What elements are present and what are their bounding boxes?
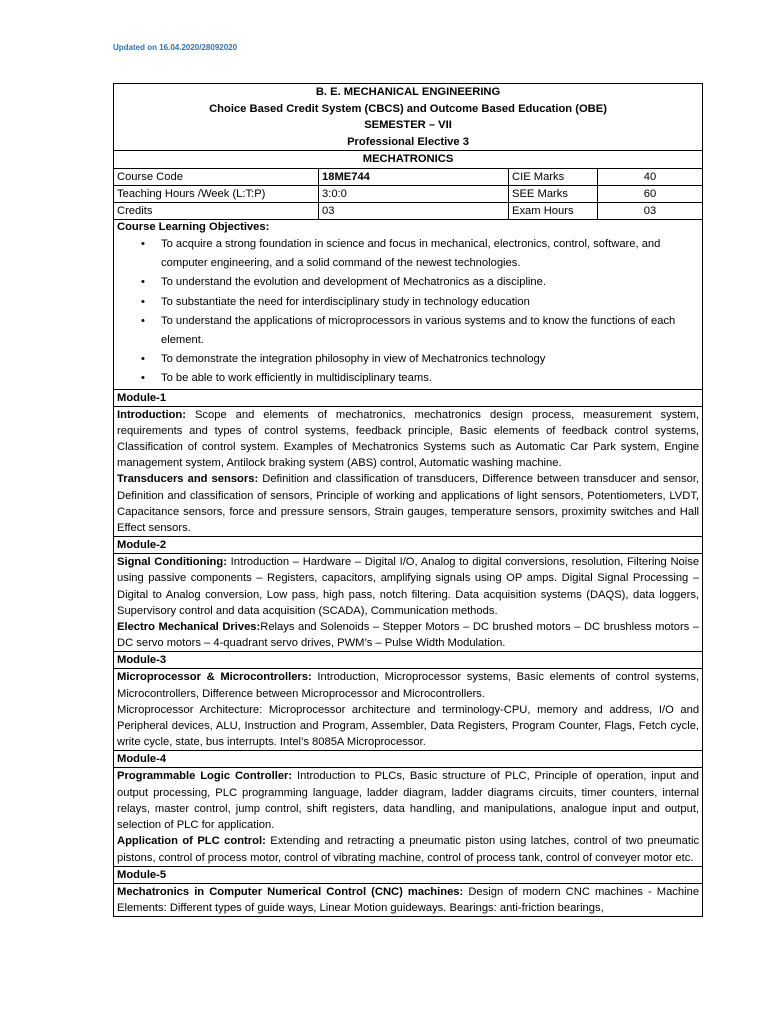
program-header	[114, 84, 703, 151]
module-body-row	[114, 669, 703, 751]
objective-item: • To be able to work efficiently in multidisciplinary teams.	[161, 369, 699, 388]
topic-heading: Mechatronics in Computer Numerical Control (CNC) machines:	[117, 885, 464, 898]
module-body-row	[114, 406, 703, 537]
objective-item: • To understand the applications of microprocessors in various systems and to know the functions of each element.	[161, 312, 699, 350]
updated-note: Updated on 16.04.2020/28092020	[113, 43, 238, 52]
module-paragraph	[117, 884, 699, 916]
info-label-2: Exam Hours	[509, 202, 598, 219]
module-2-body	[114, 554, 703, 652]
module-title-row	[114, 537, 703, 554]
info-value-2: 60	[598, 185, 703, 202]
module-3-title: Module-3	[114, 652, 703, 669]
module-body-row	[114, 768, 703, 866]
topic-text: Definition and classification of transducers, Difference between transducer and sensor, Definition and classification of sensors, Principle of working and applications of light sensors, Potentiometers, LVDT, Capacitance sensors, force and pressure sensors, Strain gauges, temperature sensors, proximity switches and Hall Effect sensors.	[117, 473, 700, 535]
course-info-row	[114, 202, 703, 219]
topic-text: Microprocessor Architecture: Microprocessor architecture and terminology-CPU, memory and address, I/O and Peripheral devices, ALU, Instruction and Program, Assembler, Data Registers, Program Counter, Flags, Fetch cycle, write cycle, state, bus interrupts. Intel’s 8085A Microprocessor.	[117, 703, 700, 749]
info-label: Course Code	[114, 168, 319, 185]
course-title: MECHATRONICS	[114, 151, 703, 169]
info-label: Credits	[114, 202, 319, 219]
info-value: 18ME744	[319, 168, 509, 185]
info-value: 03	[319, 202, 509, 219]
scheme-name: Choice Based Credit System (CBCS) and Outcome Based Education (OBE)	[209, 102, 607, 115]
objective-item: • To demonstrate the integration philosophy in view of Mechatronics technology	[161, 350, 699, 369]
module-paragraph	[117, 619, 699, 651]
objectives-title: Course Learning Objectives:	[117, 220, 270, 233]
module-title-row	[114, 652, 703, 669]
module-5-body	[114, 883, 703, 916]
module-3-body	[114, 669, 703, 751]
topic-text: Introduction – Hardware – Digital I/O, Analog to digital conversions, resolution, Filtering Noise using passive components – Registers, capacitors, amplifying signals using OP amps. Digital Signal Processing – Digital to Analog conversion, Low pass, high pass, notch filtering. Data acquisition systems (DAQS), data loggers, Supervisory control and data acquisition (SCADA), Communication methods.	[117, 556, 700, 617]
objectives-cell	[114, 219, 703, 389]
info-label: Teaching Hours /Week (L:T:P)	[114, 185, 319, 202]
module-paragraph	[117, 702, 699, 751]
topic-text: Relays and Solenoids – Stepper Motors – DC brushed motors – DC brushless motors – DC servo motors – 4-quadrant servo drives, PWM’s – Pulse Width Modulation.	[117, 621, 700, 650]
topic-text: Introduction to PLCs, Basic structure of PLC, Principle of operation, input and output processing, PLC programming language, ladder diagram, ladder diagrams circuits, timer counters, internal relays, master control, jump control, shift registers, data handling, and manipulations, analogue input and output, selection of PLC for application.	[117, 770, 700, 832]
syllabus-table	[113, 83, 703, 917]
topic-heading: Programmable Logic Controller:	[117, 770, 293, 783]
module-body-row	[114, 554, 703, 652]
info-value-2: 03	[598, 202, 703, 219]
semester-label: SEMESTER – VII	[364, 119, 452, 131]
module-paragraph	[117, 554, 699, 619]
module-paragraph	[117, 407, 699, 472]
objective-item: • To substantiate the need for interdisciplinary study in technology education	[161, 293, 699, 312]
course-info-row	[114, 185, 703, 202]
topic-text: Introduction, Microprocessor systems, Basic elements of control systems, Microcontrollers, Difference between Microprocessor and Microcontrollers.	[117, 671, 700, 700]
program-header-row	[114, 84, 703, 151]
topic-heading: Transducers and sensors:	[117, 473, 259, 486]
course-title-row	[114, 151, 703, 169]
objective-item: • To acquire a strong foundation in science and focus in mechanical, electronics, control, software, and computer engineering, and a solid command of the newest technologies.	[161, 235, 699, 273]
topic-text: Extending and retracting a pneumatic piston using latches, control of two pneumatic pistons, control of process motor, control of vibrating machine, control of process tank, control of conveyer motor etc.	[117, 835, 700, 864]
module-paragraph	[117, 669, 699, 701]
module-paragraph	[117, 471, 699, 536]
topic-text: Design of modern CNC machines - Machine Elements: Different types of guide ways, Linear Motion guideways. Bearings: anti-friction bearings,	[117, 885, 700, 914]
module-4-title: Module-4	[114, 751, 703, 768]
program-name: B. E. MECHANICAL ENGINEERING	[315, 86, 501, 98]
info-label-2: SEE Marks	[509, 185, 598, 202]
course-info-row	[114, 168, 703, 185]
module-paragraph	[117, 768, 699, 833]
topic-heading: Electro Mechanical Drives:	[117, 621, 261, 634]
module-1-body	[114, 406, 703, 537]
topic-heading: Signal Conditioning:	[117, 556, 227, 569]
topic-heading: Microprocessor & Microcontrollers:	[117, 671, 312, 684]
module-4-body	[114, 768, 703, 866]
topic-heading: Application of PLC control:	[117, 835, 266, 848]
module-5-title: Module-5	[114, 866, 703, 883]
objectives-row	[114, 219, 703, 389]
module-title-row	[114, 751, 703, 768]
info-value-2: 40	[598, 168, 703, 185]
info-value: 3:0:0	[319, 185, 509, 202]
module-title-row	[114, 389, 703, 406]
info-label-2: CIE Marks	[509, 168, 598, 185]
module-1-title: Module-1	[114, 389, 703, 406]
objective-item: • To understand the evolution and development of Mechatronics as a discipline.	[161, 273, 699, 292]
module-title-row	[114, 866, 703, 883]
topic-heading: Introduction:	[117, 408, 186, 421]
objectives-list	[117, 235, 699, 389]
module-2-title: Module-2	[114, 537, 703, 554]
module-paragraph	[117, 833, 699, 865]
topic-text: Scope and elements of mechatronics, mechatronics design process, measurement system, requirements and types of control systems, feedback principle, Basic elements of feedback control systems, Classification of control system. Examples of Mechatronics Systems such as Automatic Car Park system, Engine management system, Antilock braking system (ABS) control, Automatic washing machine.	[117, 408, 700, 470]
elective-label: Professional Elective 3	[347, 135, 469, 148]
module-body-row	[114, 883, 703, 916]
